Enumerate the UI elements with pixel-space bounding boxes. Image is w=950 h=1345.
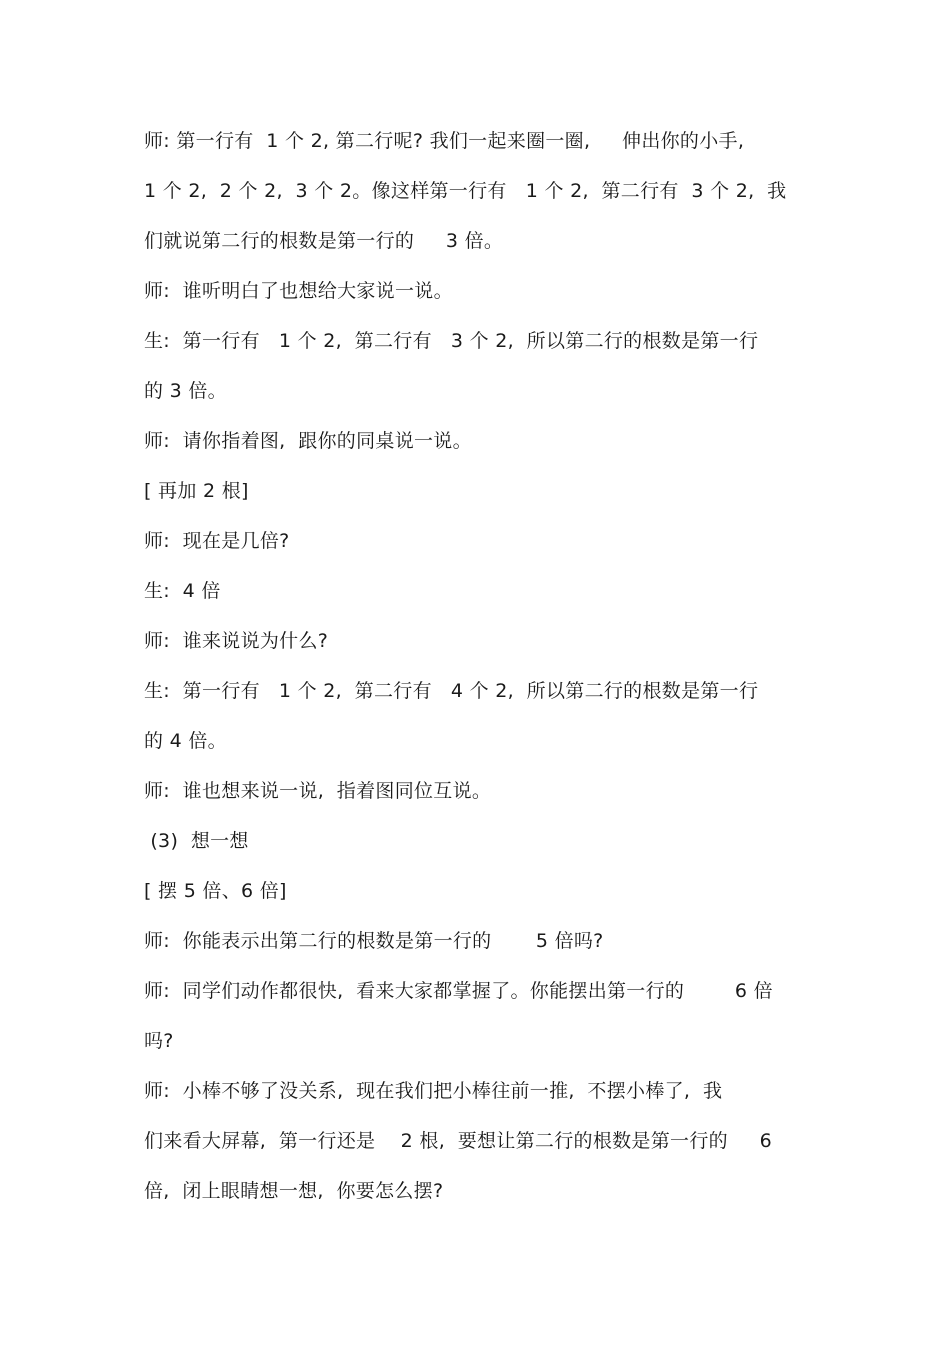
- text-line: 的 4 倍。: [144, 730, 227, 752]
- text-line: 师: 第一行有 1 个 2, 第二行呢? 我们一起来圈一圈, 伸出你的小手,: [144, 130, 745, 152]
- text-line: 生: 4 倍: [144, 580, 221, 602]
- text-line: 们就说第二行的根数是第一行的 3 倍。: [144, 230, 504, 252]
- text-line: 们来看大屏幕, 第一行还是 2 根, 要想让第二行的根数是第一行的 6: [144, 1130, 773, 1152]
- text-line: 吗?: [144, 1030, 174, 1052]
- text-line: 师: 谁来说说为什么?: [144, 630, 329, 652]
- text-line: 师: 谁也想来说一说, 指着图同位互说。: [144, 780, 492, 802]
- text-line: 师: 谁听明白了也想给大家说一说。: [144, 280, 453, 302]
- text-line: 生: 第一行有 1 个 2, 第二行有 4 个 2, 所以第二行的根数是第一行: [144, 680, 759, 702]
- text-line: 师: 请你指着图, 跟你的同桌说一说。: [144, 430, 472, 452]
- text-line: 1 个 2, 2 个 2, 3 个 2。像这样第一行有 1 个 2, 第二行有 3 个 2, 我: [144, 180, 787, 202]
- section-heading: (3) 想一想: [144, 830, 249, 852]
- text-line: 师: 小棒不够了没关系, 现在我们把小棒往前一推, 不摆小棒了, 我: [144, 1080, 723, 1102]
- text-line: 师: 你能表示出第二行的根数是第一行的 5 倍吗?: [144, 930, 604, 952]
- stage-direction: [ 再加 2 根]: [144, 480, 249, 502]
- text-line: 倍, 闭上眼睛想一想, 你要怎么摆?: [144, 1180, 444, 1202]
- text-line: 的 3 倍。: [144, 380, 227, 402]
- text-line: 师: 现在是几倍?: [144, 530, 290, 552]
- text-line: 师: 同学们动作都很快, 看来大家都掌握了。你能摆出第一行的 6 倍: [144, 980, 773, 1002]
- stage-direction: [ 摆 5 倍、6 倍]: [144, 880, 287, 902]
- text-line: 生: 第一行有 1 个 2, 第二行有 3 个 2, 所以第二行的根数是第一行: [144, 330, 759, 352]
